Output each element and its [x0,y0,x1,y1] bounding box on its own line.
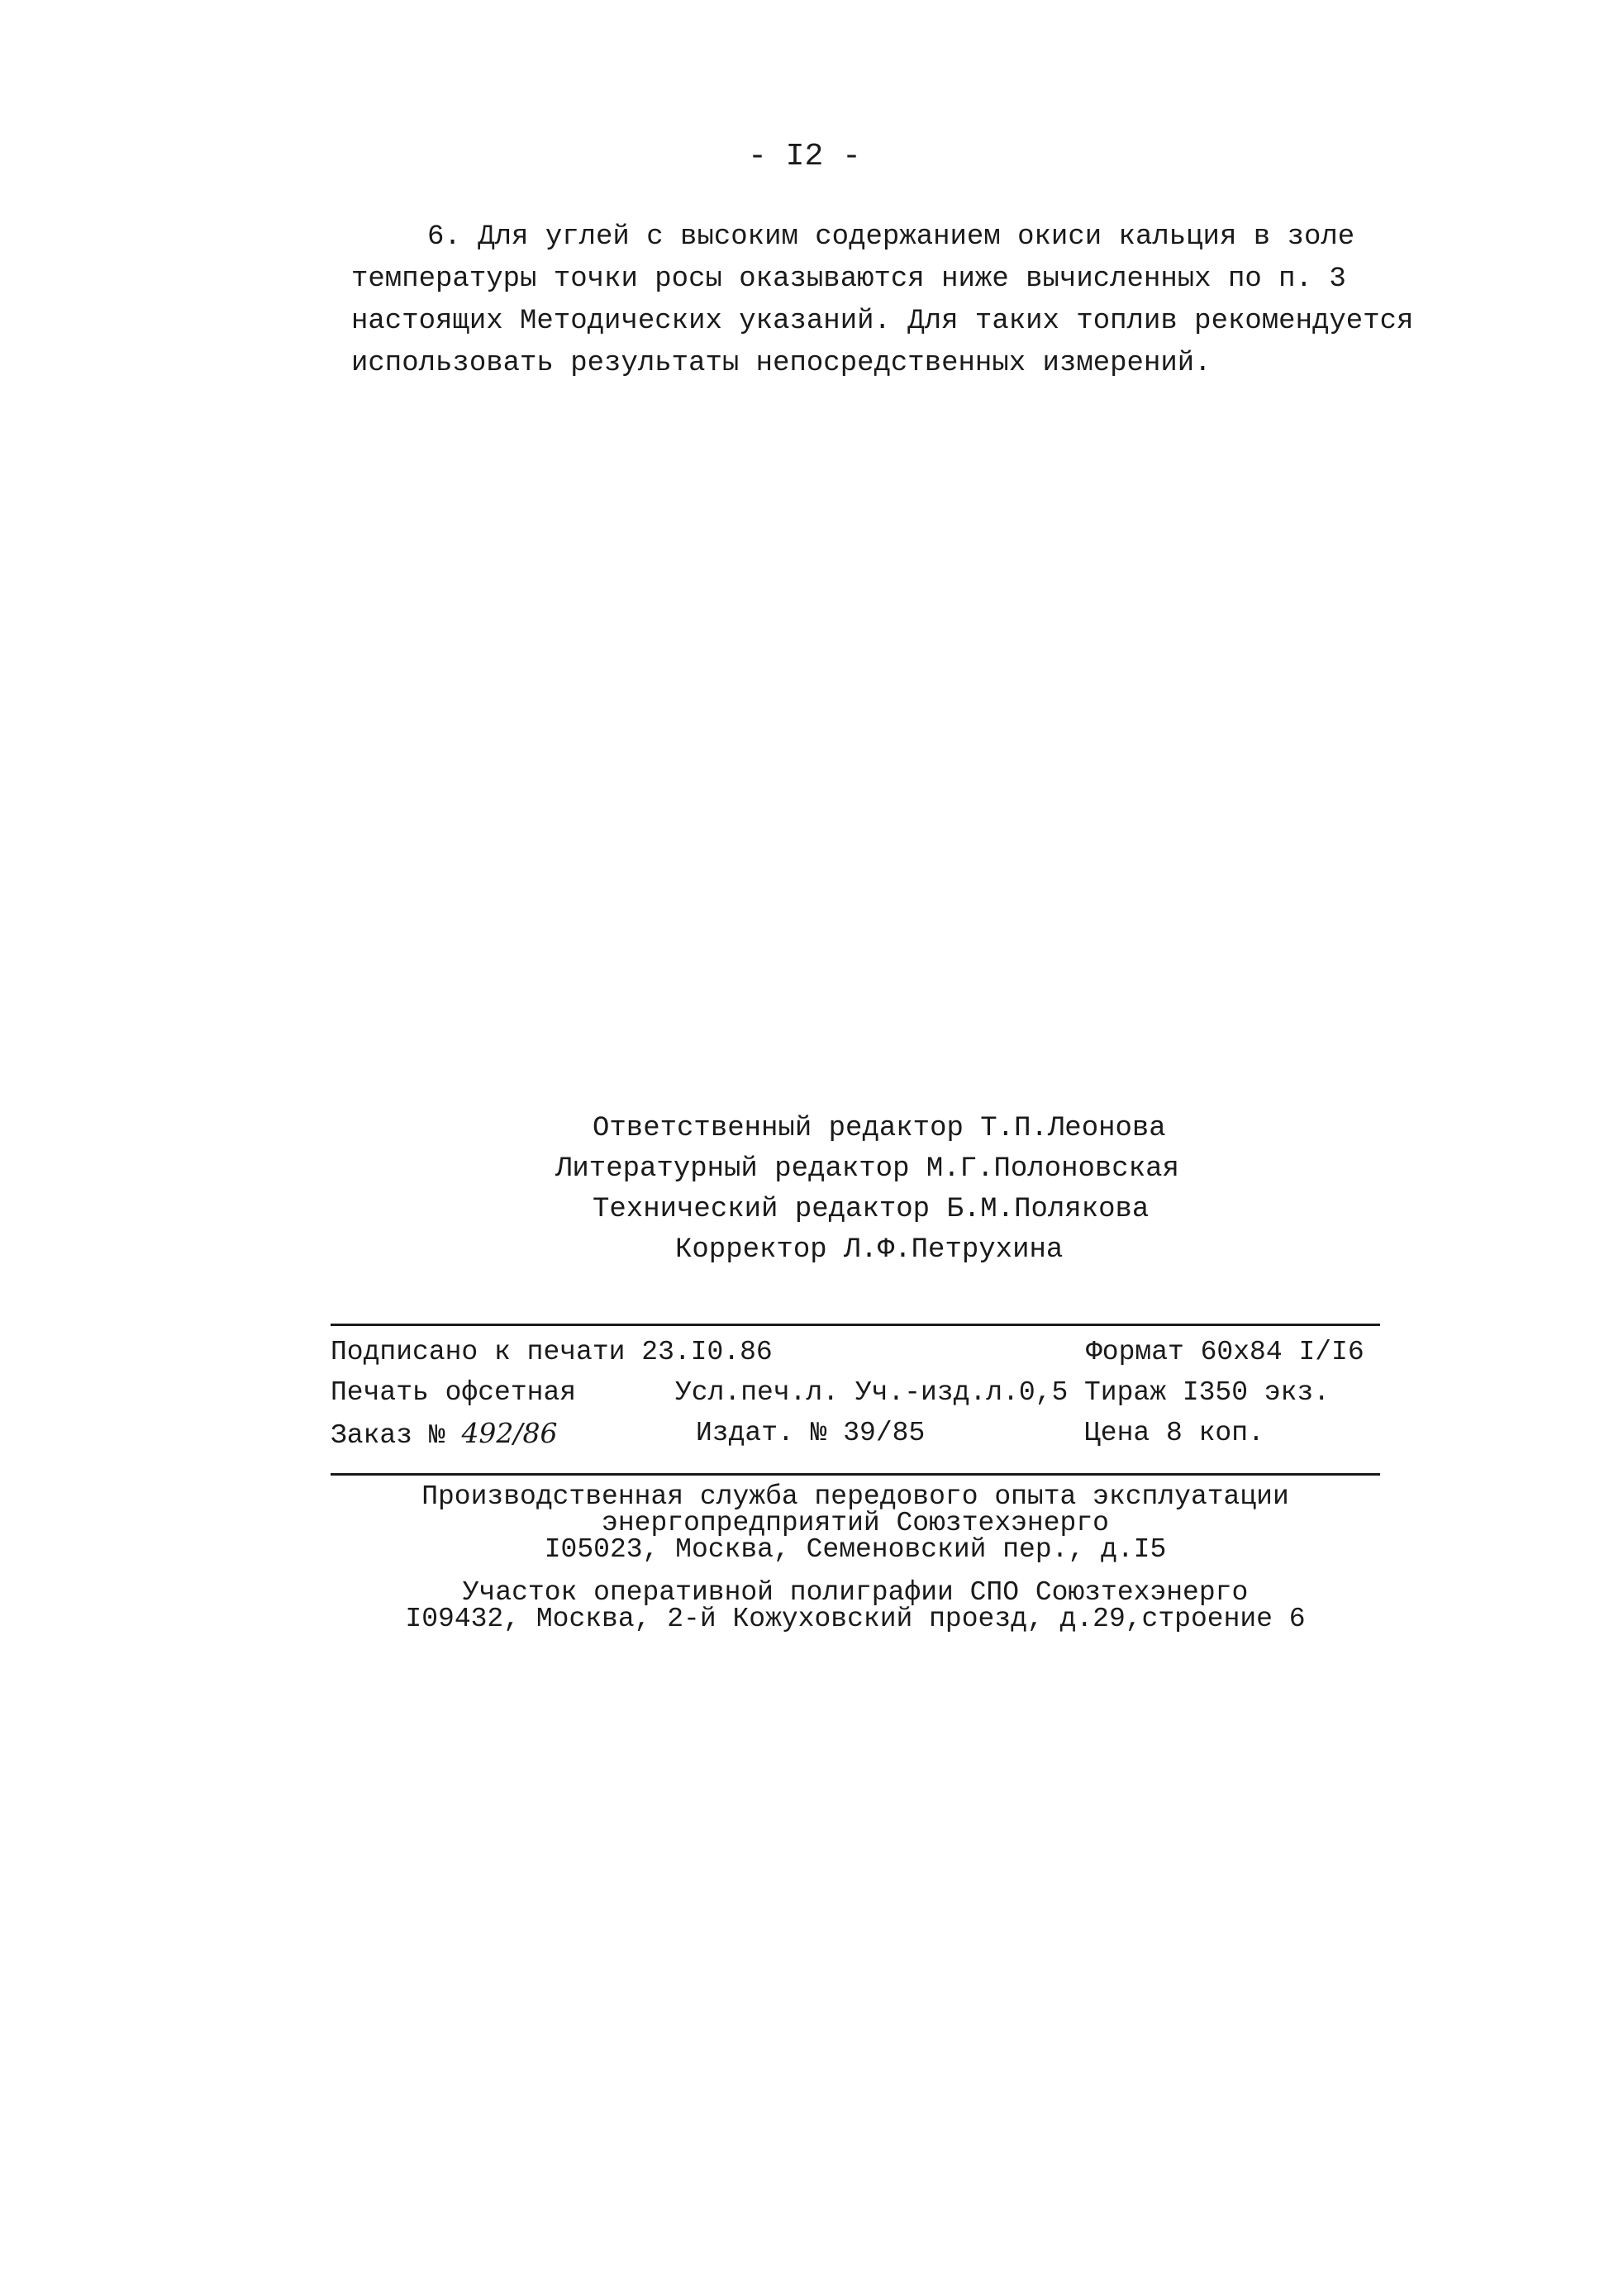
responsible-editor: Ответственный редактор Т.П.Леонова [593,1113,1166,1144]
order [331,1413,558,1457]
bottom-rule [331,1473,1380,1476]
literary-editor: Литературный редактор М.Г.Полоновская [555,1153,1179,1185]
corrector: Корректор Л.Ф.Петрухина [675,1234,1064,1266]
paragraph-line: настоящих Методических указаний. Для таких топлив рекомендуется [351,306,1414,337]
format: Формат 60х84 I/I6 [1086,1337,1364,1367]
printer-line: Участок оперативной полиграфии СПО Союзтехэнерго [462,1577,1249,1608]
signed-date: Подписано к печати 23.I0.86 [331,1337,773,1367]
price: Цена 8 коп. [1084,1418,1264,1448]
print-type: Печать офсетная [331,1377,577,1408]
paragraph-line: 6. Для углей с высоким содержанием окиси кальция в золе [427,221,1355,253]
page-number: - I2 - [748,139,861,174]
order-number: 492/86 [461,1417,558,1449]
technical-editor: Технический редактор Б.М.Полякова [593,1194,1150,1225]
body-paragraph [351,216,1414,385]
publisher-line: Производственная служба передового опыта эксплуатации [421,1481,1289,1512]
edition-number: Издат. № 39/85 [696,1418,926,1448]
paragraph-line: температуры точки росы оказываются ниже вычисленных по п. 3 [351,264,1346,295]
publisher-line: энергопредприятий Союзтехэнерго [602,1508,1109,1538]
circulation: Тираж I350 экз. [1084,1377,1331,1408]
order-label: Заказ № [331,1420,445,1451]
paragraph-line: использовать результаты непосредственных измерений. [351,348,1212,379]
publisher-address: I05023, Москва, Семеновский пер., д.I5 [544,1534,1167,1565]
sheets: Усл.печ.л. Уч.-изд.л.0,5 [675,1377,1069,1408]
printer-address: I09432, Москва, 2-й Кожуховский проезд, д.29,строение 6 [405,1604,1306,1634]
top-rule [331,1324,1380,1326]
